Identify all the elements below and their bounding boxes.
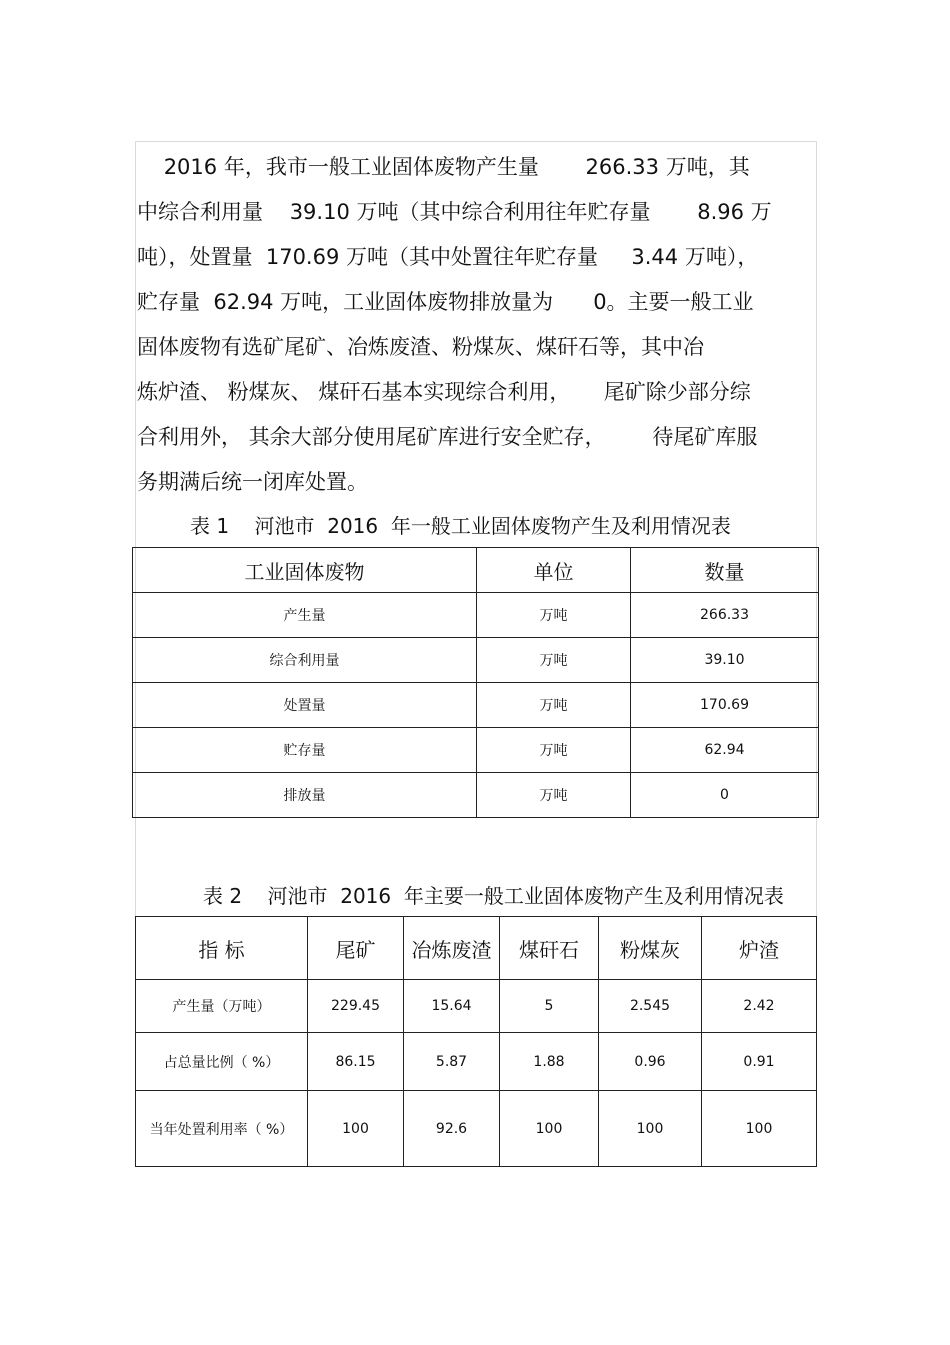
table2-caption: 表 2 河池市 2016 年主要一般工业固体废物产生及利用情况表 (203, 884, 784, 908)
table-row (133, 638, 819, 683)
table-row (133, 683, 819, 728)
table-cell: 贮存量 (133, 728, 477, 773)
table-cell: 0 (631, 773, 819, 818)
header-cell: 粉煤灰 (599, 917, 702, 980)
table-cell: 100 (308, 1091, 404, 1167)
table-row (136, 1091, 817, 1167)
table-cell: 综合利用量 (133, 638, 477, 683)
header-cell: 尾矿 (308, 917, 404, 980)
table-cell: 万吨 (477, 638, 631, 683)
table-cell: 产生量 (133, 593, 477, 638)
table-header-row (136, 917, 817, 980)
table-row (136, 980, 817, 1033)
table-row (133, 593, 819, 638)
table-cell: 39.10 (631, 638, 819, 683)
table-cell: 当年处置利用率（ %） (136, 1091, 308, 1167)
table-cell: 5 (500, 980, 599, 1033)
table-cell: 5.87 (404, 1033, 500, 1091)
paragraph-line: 合利用外， 其余大部分使用尾矿库进行安全贮存， 待尾矿库服 (137, 425, 758, 449)
table-cell: 排放量 (133, 773, 477, 818)
table-cell: 万吨 (477, 773, 631, 818)
waste-summary-table (132, 547, 819, 818)
table-cell: 15.64 (404, 980, 500, 1033)
table-cell: 62.94 (631, 728, 819, 773)
table-cell: 产生量（万吨） (136, 980, 308, 1033)
table-cell: 170.69 (631, 683, 819, 728)
table-cell: 0.96 (599, 1033, 702, 1091)
table-cell: 92.6 (404, 1091, 500, 1167)
table-cell: 万吨 (477, 683, 631, 728)
table-cell: 1.88 (500, 1033, 599, 1091)
table-cell: 86.15 (308, 1033, 404, 1091)
table-row (133, 773, 819, 818)
paragraph-line: 炼炉渣、 粉煤灰、 煤矸石基本实现综合利用， 尾矿除少部分综 (137, 380, 751, 404)
table-cell: 万吨 (477, 728, 631, 773)
table-cell: 2.545 (599, 980, 702, 1033)
table-row (133, 728, 819, 773)
header-cell: 工业固体废物 (133, 548, 477, 593)
header-cell: 指 标 (136, 917, 308, 980)
table-cell: 229.45 (308, 980, 404, 1033)
paragraph-line: 吨），处置量 170.69 万吨（其中处置往年贮存量 3.44 万吨）， (137, 245, 759, 269)
table-cell: 100 (500, 1091, 599, 1167)
header-cell: 单位 (477, 548, 631, 593)
table-cell: 100 (599, 1091, 702, 1167)
header-cell: 煤矸石 (500, 917, 599, 980)
paragraph-line: 中综合利用量 39.10 万吨（其中综合利用往年贮存量 8.96 万 (137, 200, 772, 224)
table-cell: 占总量比例（ %） (136, 1033, 308, 1091)
header-cell: 冶炼废渣 (404, 917, 500, 980)
header-cell: 数量 (631, 548, 819, 593)
header-cell: 炉渣 (702, 917, 817, 980)
paragraph-line: 2016 年，我市一般工业固体废物产生量 266.33 万吨，其 (137, 155, 750, 179)
paragraph-line: 贮存量 62.94 万吨，工业固体废物排放量为 0。主要一般工业 (137, 290, 754, 314)
table-cell: 万吨 (477, 593, 631, 638)
table-cell: 266.33 (631, 593, 819, 638)
table-cell: 2.42 (702, 980, 817, 1033)
paragraph-line: 固体废物有选矿尾矿、冶炼废渣、粉煤灰、煤矸石等，其中冶 (137, 335, 704, 359)
table-cell: 0.91 (702, 1033, 817, 1091)
table-row (136, 1033, 817, 1091)
table-cell: 处置量 (133, 683, 477, 728)
table-header-row (133, 548, 819, 593)
paragraph-line: 务期满后统一闭库处置。 (137, 470, 368, 494)
main-waste-table (135, 916, 817, 1167)
table1-caption: 表 1 河池市 2016 年一般工业固体废物产生及利用情况表 (190, 514, 731, 538)
table-cell: 100 (702, 1091, 817, 1167)
